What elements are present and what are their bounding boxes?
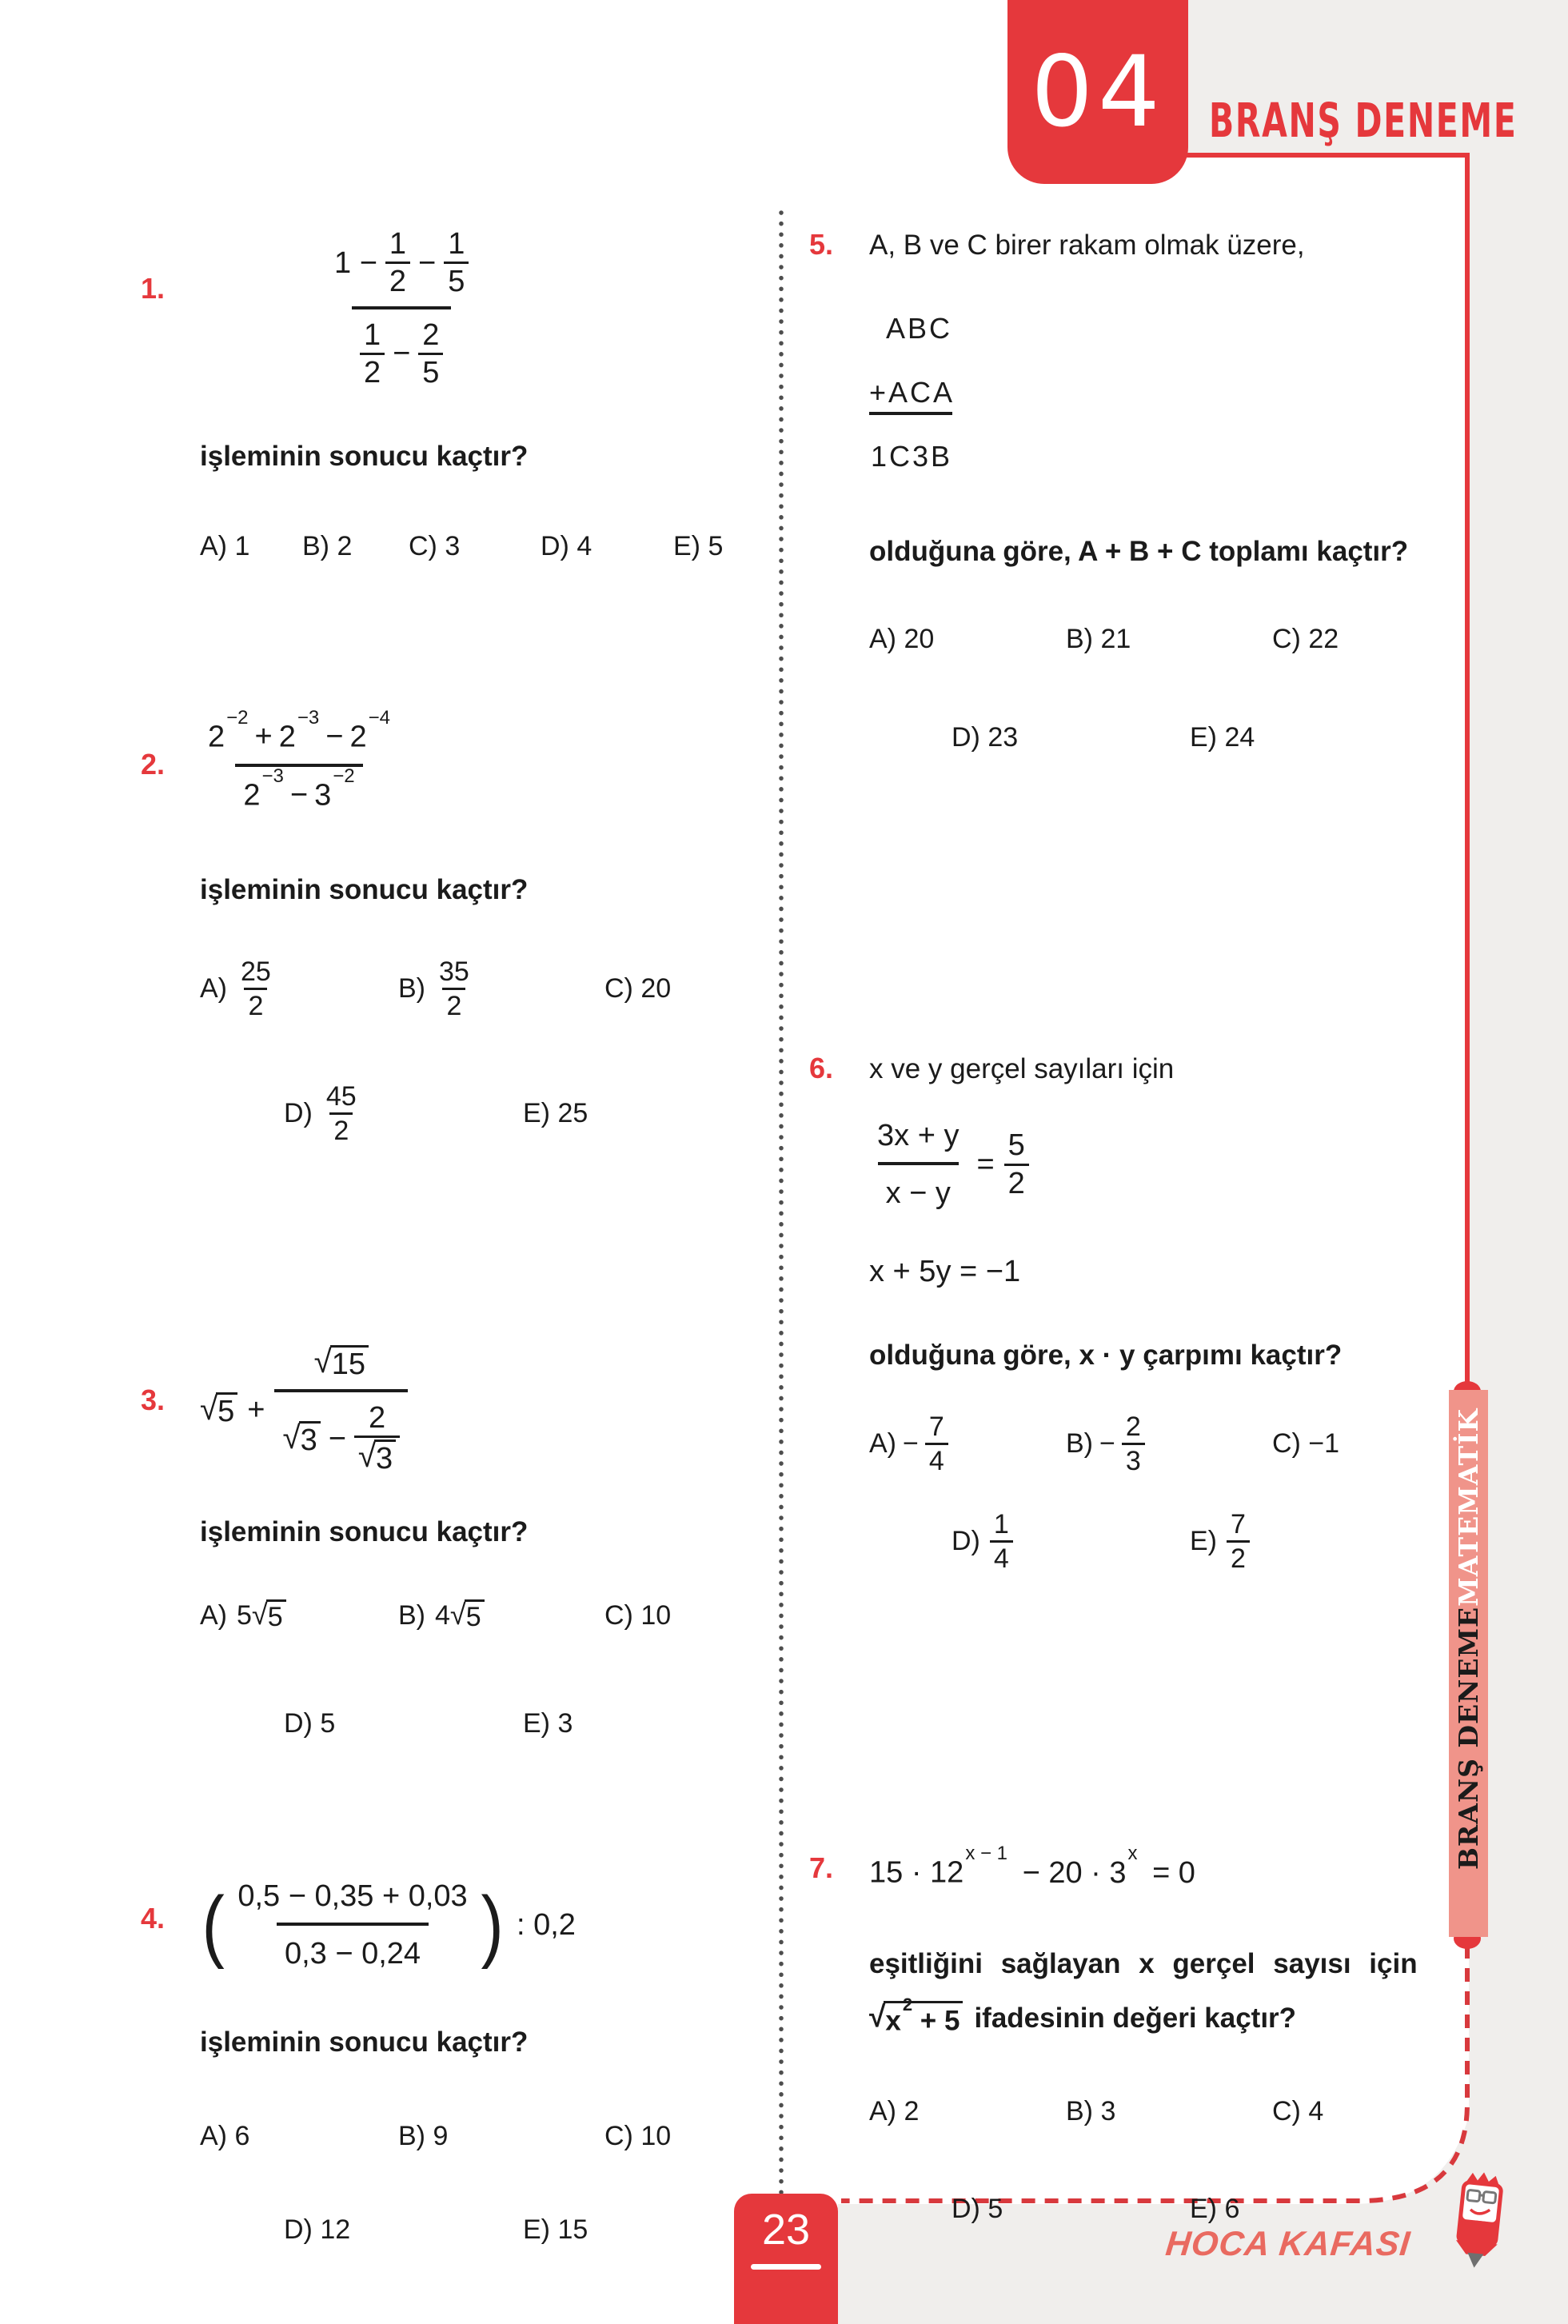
question-7-equation: $15 \cdot 12^{x - 1} - 20 \cdot 3^x = 0$: [869, 1843, 1195, 1890]
math-term: 3x + y: [877, 1118, 960, 1152]
page-number: 23: [761, 2206, 811, 2254]
fraction: $\frac{7}{4}$: [925, 1412, 948, 1475]
question-1: [200, 228, 724, 566]
square-root: √ $x^2 + 5$: [869, 2001, 963, 2036]
option-a: A) − $\frac{7}{4}$: [869, 1406, 948, 1482]
option-c: C) 22: [1272, 624, 1339, 655]
math-term: 1 −: [334, 246, 377, 280]
fraction: 2 √ 3: [354, 1402, 400, 1475]
question-7-options-row2: [869, 2193, 1437, 2229]
option-c: C) 4: [1272, 2096, 1324, 2127]
question-4-options-row2: [200, 2214, 728, 2250]
fraction: $\frac{2}{3}$: [1122, 1412, 1145, 1475]
question-1-number: 1.: [141, 272, 166, 305]
math-term: 15 · 12: [869, 1855, 964, 1890]
option-b: B) 4 √ 5: [398, 1599, 485, 1632]
fraction: [385, 228, 410, 298]
question-4-formula: [200, 1878, 576, 1973]
sqrt-sign-icon: √: [357, 1438, 377, 1475]
test-number: 04: [1031, 35, 1165, 149]
open-paren: (: [201, 1880, 225, 1971]
question-6-formula: [869, 1117, 1029, 1212]
close-paren: ): [481, 1880, 504, 1971]
math-term: $3^{-2}$: [314, 765, 355, 813]
option-b: B) 21: [1066, 624, 1131, 655]
math-term: − 20 · 3: [1022, 1855, 1127, 1890]
option-e: E) 3: [523, 1707, 573, 1739]
test-number-box: [1007, 0, 1188, 184]
addition-result: 1C3B: [870, 439, 952, 473]
math-term: +: [247, 1393, 265, 1428]
side-tab-labels: [1449, 1390, 1488, 1937]
sqrt-sign-icon: √: [282, 1419, 301, 1455]
sqrt-sign-icon: √: [869, 1999, 886, 2033]
question-5-options-row1: [869, 623, 1429, 659]
option-d: D) 12: [284, 2214, 351, 2246]
option-b: B) 2: [302, 530, 353, 561]
question-3: [200, 1345, 724, 1743]
question-5-number: 5.: [809, 228, 834, 261]
question-4-number: 4.: [141, 1902, 166, 1935]
sqrt-sign-icon: √: [251, 1597, 268, 1631]
side-tab-series-label: BRANŞ DENEME: [1453, 1606, 1484, 1870]
math-term: $2^{-4}$: [349, 707, 390, 754]
brand-logo-text: HOCA KAFASI: [1163, 2225, 1413, 2263]
page-number-underline: [751, 2264, 821, 2270]
question-2-prompt: işleminin sonucu kaçtır?: [200, 874, 529, 906]
question-6-prompt: olduğuna göre, x · y çarpımı kaçtır?: [869, 1339, 1343, 1371]
math-term: −: [393, 337, 411, 371]
option-e: E) 6: [1190, 2194, 1240, 2225]
option-e: E) $\frac{7}{2}$: [1190, 1503, 1250, 1579]
plus-sign: +: [869, 375, 889, 409]
fraction: $\frac{7}{2}$: [1227, 1510, 1250, 1573]
option-d: D) 4: [541, 530, 592, 561]
option-c: C) −1: [1272, 1428, 1340, 1459]
addition-line-1: ABC: [885, 311, 952, 345]
question-3-formula: [200, 1345, 408, 1475]
math-term: +: [254, 720, 273, 754]
question-2-options-row1: [200, 949, 724, 1029]
question-7-prompt-line2: √ $x^2 + 5$ ifadesinin değeri kaçtır?: [869, 1994, 1297, 2037]
square-root: √ 5: [450, 1599, 485, 1632]
option-b: B) $\frac{35}{2}$: [398, 949, 473, 1029]
option-c: C) 3: [409, 530, 461, 561]
option-a: A) 1: [200, 530, 250, 561]
math-term: 0,5 − 0,35 + 0,03: [237, 1879, 468, 1913]
question-3-prompt: işleminin sonucu kaçtır?: [200, 1516, 529, 1548]
question-6-options-row1: [869, 1406, 1429, 1482]
question-1-options: [200, 530, 724, 566]
option-d: D) $\frac{1}{4}$: [952, 1503, 1013, 1579]
question-6-number: 6.: [809, 1052, 834, 1084]
math-term: = 0: [1152, 1855, 1195, 1890]
math-term: −: [325, 720, 344, 754]
math-term: x − y: [885, 1176, 951, 1211]
question-5: [869, 229, 1429, 757]
question-6-intro: x ve y gerçel sayıları için: [869, 1053, 1175, 1084]
option-e: E) 15: [523, 2214, 588, 2246]
question-2-number: 2.: [141, 748, 166, 781]
question-1-formula: [326, 228, 724, 389]
fraction: $\frac{1}{4}$: [990, 1510, 1013, 1573]
fraction-denominator: 5: [444, 262, 469, 297]
addition-line-2: + ACA: [869, 375, 952, 415]
math-term: $2^{-3}$: [243, 765, 284, 813]
fraction: [444, 228, 469, 298]
fraction: $\frac{35}{2}$: [439, 956, 469, 1022]
math-term: $2^{-2}$: [208, 707, 249, 754]
fraction-denominator: 2: [385, 262, 410, 297]
option-b: B) 3: [1066, 2096, 1116, 2127]
question-4: [200, 1878, 728, 2250]
fraction: $\frac{25}{2}$: [241, 956, 271, 1022]
question-7: [869, 1843, 1437, 2229]
fraction-numerator: 1: [448, 227, 465, 261]
math-term: : 0,2: [516, 1908, 576, 1943]
side-tab-subject-label: MATEMATİK: [1453, 1408, 1484, 1607]
option-d: D) 23: [952, 722, 1019, 753]
option-b: B) 9: [398, 2121, 449, 2152]
question-7-options-row1: [869, 2095, 1437, 2131]
option-a: A) 20: [869, 624, 935, 655]
question-3-options-row1: [200, 1599, 724, 1643]
side-tab: [1449, 1390, 1488, 1937]
question-5-options-row2: [869, 721, 1429, 757]
math-term: −: [418, 246, 437, 280]
equals-sign: =: [976, 1147, 995, 1181]
sqrt-sign-icon: √: [200, 1391, 218, 1428]
fraction-numerator: 1: [389, 227, 407, 261]
fraction-numerator: 1: [363, 317, 381, 352]
fraction-denominator: 5: [418, 353, 443, 389]
square-root: √ 3: [358, 1440, 396, 1475]
page-title: BRANŞ DENEME: [1209, 93, 1518, 149]
question-7-number: 7.: [809, 1851, 834, 1884]
math-term: −: [289, 778, 309, 813]
question-3-options-row2: [200, 1707, 724, 1743]
page-number-box: [734, 2194, 838, 2324]
option-a: A) 6: [200, 2121, 250, 2152]
fraction-numerator: 2: [422, 317, 440, 352]
question-1-prompt: işleminin sonucu kaçtır?: [200, 441, 529, 473]
mascot-pencil-icon: [1441, 2169, 1518, 2271]
question-5-intro: A, B ve C birer rakam olmak üzere,: [869, 230, 1305, 261]
option-e: E) 5: [673, 530, 724, 561]
question-7-prompt-line1: eşitliğini sağlayan x gerçel sayısı için: [869, 1948, 1418, 1980]
question-4-options-row1: [200, 2120, 728, 2156]
question-5-addition: [869, 311, 956, 474]
math-term: 0,3 − 0,24: [284, 1937, 421, 1971]
option-a: A) 2: [869, 2096, 920, 2127]
fraction-denominator: 2: [360, 353, 385, 389]
question-4-prompt: işleminin sonucu kaçtır?: [200, 2026, 529, 2058]
option-d: D) $\frac{45}{2}$: [284, 1074, 361, 1154]
square-root: √ 15: [314, 1345, 369, 1381]
option-d: D) 5: [952, 2194, 1003, 2225]
question-6: [869, 1052, 1429, 1579]
question-2-options-row2: [200, 1074, 724, 1154]
option-a: A) $\frac{25}{2}$: [200, 949, 275, 1029]
question-6-equation2: x + 5y = −1: [869, 1255, 1021, 1289]
square-root: √ 5: [200, 1392, 237, 1428]
option-b: B) − $\frac{2}{3}$: [1066, 1406, 1145, 1482]
fraction: [360, 319, 385, 389]
square-root: √ 3: [282, 1421, 320, 1457]
fraction: $\frac{5}{2}$: [1004, 1129, 1029, 1200]
math-term: $2^{-3}$: [278, 707, 320, 754]
sqrt-sign-icon: √: [313, 1344, 332, 1380]
option-d: D) 5: [284, 1707, 336, 1739]
math-term: −: [328, 1421, 346, 1455]
option-e: E) 25: [523, 1097, 588, 1128]
option-c: C) 10: [604, 1599, 672, 1631]
question-5-prompt: olduğuna göre, A + B + C toplamı kaçtır?: [869, 535, 1409, 567]
question-3-number: 3.: [141, 1384, 166, 1416]
option-a: A) 5 √ 5: [200, 1599, 286, 1632]
sqrt-sign-icon: √: [449, 1597, 466, 1631]
fraction: $\frac{45}{2}$: [325, 1081, 357, 1147]
fraction: [418, 319, 443, 389]
question-6-options-row2: [869, 1503, 1429, 1579]
option-c: C) 20: [604, 972, 672, 1004]
question-2-formula: [200, 707, 724, 814]
option-c: C) 10: [604, 2121, 672, 2152]
option-e: E) 24: [1190, 722, 1255, 753]
square-root: √ 5: [252, 1599, 286, 1632]
question-2: [200, 707, 724, 1154]
